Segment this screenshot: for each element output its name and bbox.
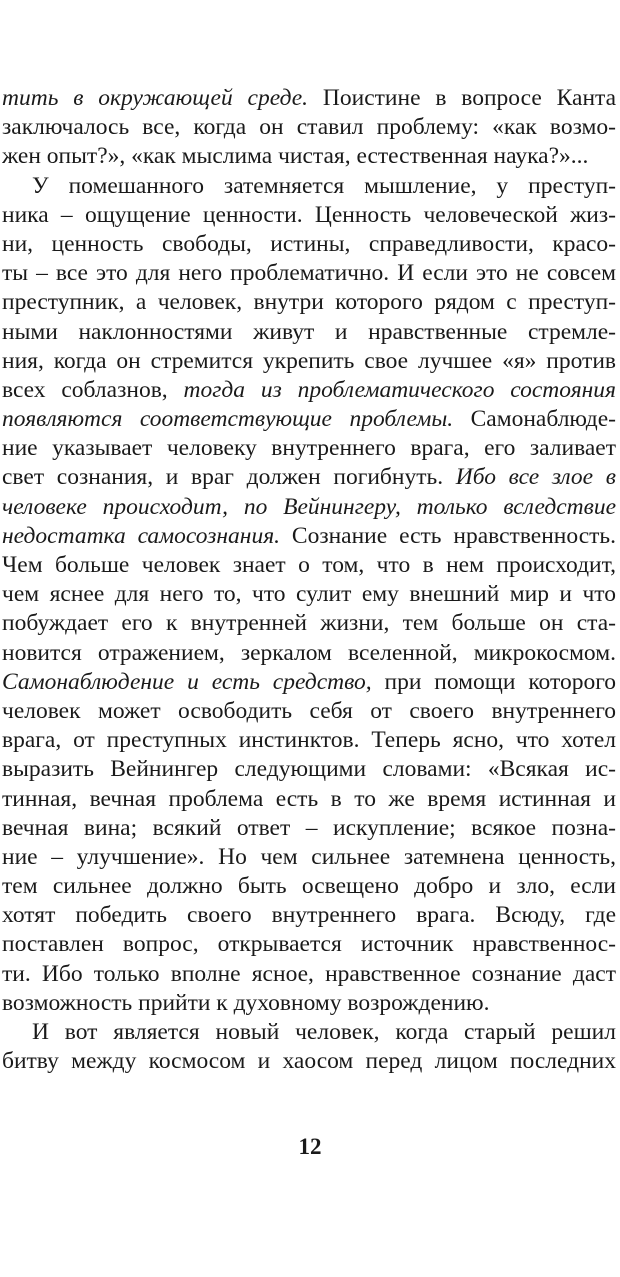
- body-text: [2, 84, 616, 1076]
- text-segment: хотят победить своего внутреннего врага. Всюду, где: [2, 902, 616, 929]
- italic-text-segment: Ибо все злое в: [455, 464, 616, 491]
- text-line: [2, 989, 616, 1018]
- text-segment: ние – улучшение». Но чем сильнее затемнена ценность,: [2, 843, 616, 870]
- text-segment: Поистине в вопросе Канта: [308, 85, 616, 111]
- text-line: [2, 843, 616, 872]
- text-line: [2, 463, 616, 492]
- text-line: [2, 930, 616, 959]
- text-line: [2, 609, 616, 638]
- text-segment: ты – все это для него проблематично. И если это не совсем: [2, 260, 616, 287]
- text-segment: заключалось все, когда он ставил проблему: «как возмо-: [2, 114, 616, 141]
- text-segment: врага, от преступных инстинктов. Теперь ясно, что хотел: [2, 727, 616, 754]
- text-line: [2, 347, 616, 376]
- text-segment: Чем больше человек знает о том, что в нем происходит,: [2, 552, 616, 578]
- text-segment: всех соблазнов,: [2, 376, 184, 403]
- text-line: [2, 259, 616, 288]
- text-segment: ние указывает человеку внутреннего врага, его заливает: [2, 435, 616, 462]
- italic-text-segment: человеке происходит, по Вейнингеру, только вследствие: [2, 493, 616, 520]
- text-segment: У помешанного затемняется мышление, у преступ-: [32, 172, 616, 199]
- text-segment: Сознание есть нравственность.: [280, 522, 616, 549]
- text-line: [2, 201, 616, 230]
- text-segment: побуждает его к внутренней жизни, тем больше он ста-: [2, 610, 616, 637]
- text-line: [2, 493, 616, 522]
- page-number: 12: [298, 1134, 322, 1159]
- italic-text-segment: тить в окружающей среде.: [2, 85, 309, 111]
- text-line: [2, 434, 616, 463]
- text-line: [2, 960, 616, 989]
- text-segment: битву между космосом и хаосом перед лицом последних: [2, 1048, 616, 1075]
- italic-text-segment: недостатка самосознания.: [2, 522, 280, 549]
- text-segment: поставлен вопрос, открывается источник нравственнос-: [2, 931, 616, 958]
- text-segment: ни, ценность свободы, истины, справедливости, красо-: [2, 230, 616, 257]
- text-line: [2, 726, 616, 755]
- text-segment: тем сильнее должно быть освещено добро и зло, если: [2, 873, 616, 900]
- italic-text-segment: тогда из проблематического состояния: [183, 376, 616, 403]
- text-segment: возможность прийти к духовному возрождению.: [2, 989, 490, 1016]
- text-line: [2, 580, 616, 609]
- text-segment: ти. Ибо только вполне ясное, нравственное сознание даст: [2, 960, 616, 987]
- text-line: [2, 785, 616, 814]
- text-segment: выразить Вейнингер следующими словами: «Всякая ис-: [2, 756, 616, 783]
- text-line: [2, 551, 616, 580]
- text-line: [2, 142, 616, 171]
- text-line: [2, 376, 616, 405]
- text-line: [2, 288, 616, 317]
- text-line: [2, 318, 616, 347]
- text-segment: при помощи которого: [371, 668, 616, 695]
- italic-text-segment: появляются соответствующие проблемы.: [2, 406, 454, 433]
- text-segment: чем яснее для него то, что сулит ему внешний мир и что: [2, 581, 616, 608]
- text-segment: жен опыт?», «как мыслима чистая, естественная наука?»...: [2, 143, 589, 170]
- text-line: [2, 522, 616, 551]
- text-line: [2, 230, 616, 259]
- text-line: [2, 405, 616, 434]
- text-segment: ными наклонностями живут и нравственные стремле-: [2, 318, 616, 345]
- text-line: [2, 639, 616, 668]
- text-line: [2, 872, 616, 901]
- text-segment: новится отражением, зеркалом вселенной, микрокосмом.: [2, 639, 616, 666]
- text-line: [2, 172, 616, 201]
- italic-text-segment: Самонаблюдение и есть средство,: [2, 668, 372, 695]
- text-segment: тинная, вечная проблема есть в то же время истинная и: [2, 785, 616, 812]
- text-segment: ния, когда он стремится укрепить свое лучшее «я» против: [2, 347, 616, 374]
- text-line: [2, 1047, 616, 1076]
- text-segment: свет сознания, и враг должен погибнуть.: [2, 464, 456, 491]
- text-line: [2, 668, 616, 697]
- text-line: [2, 755, 616, 784]
- text-segment: человек может освободить себя от своего внутреннего: [2, 697, 616, 724]
- text-line: [2, 697, 616, 726]
- text-line: [2, 113, 616, 142]
- text-line: [2, 901, 616, 930]
- text-segment: преступник, а человек, внутри которого рядом с преступ-: [2, 289, 616, 316]
- text-segment: вечная вина; всякий ответ – искупление; всякое позна-: [2, 814, 616, 841]
- text-segment: Самонаблюде-: [453, 406, 616, 433]
- text-line: [2, 1018, 616, 1047]
- text-line: [2, 814, 616, 843]
- text-segment: И вот является новый человек, когда старый решил: [32, 1019, 616, 1045]
- text-line: [2, 84, 616, 113]
- text-segment: ника – ощущение ценности. Ценность человеческой жиз-: [2, 201, 616, 228]
